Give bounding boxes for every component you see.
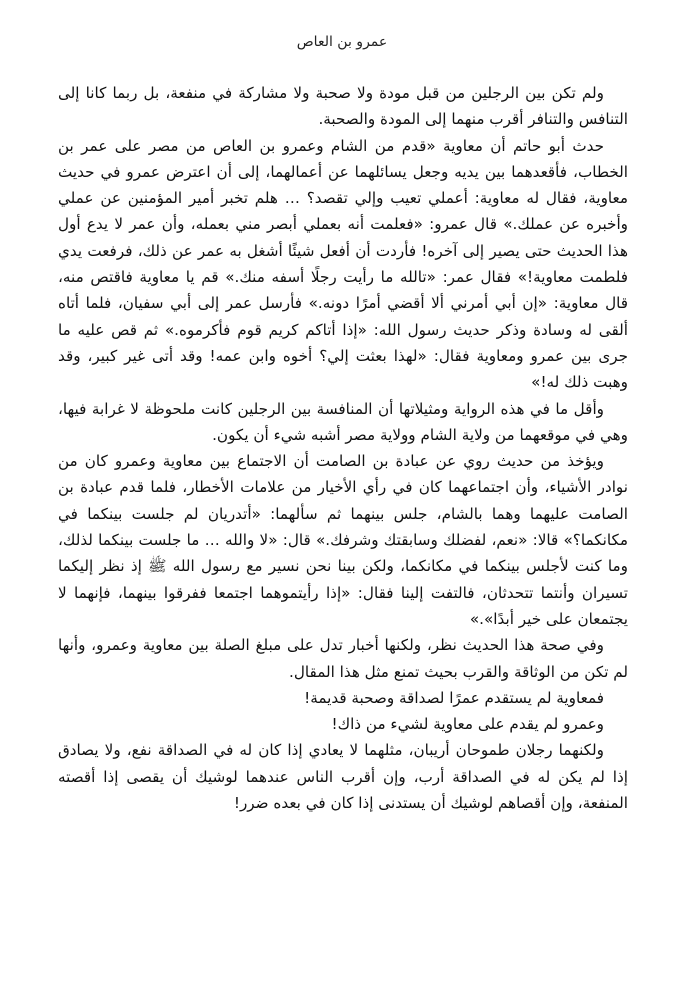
body-text [58,80,628,816]
paragraph-4: ويؤخذ من حديث روي عن عبادة بن الصامت أن الاجتماع بين معاوية وعمرو كان من نوادر الأشياء، وأن اجتماعهما كان في رأي الأخيار من علامات الأخطار، فلما قدم عبادة بن الصامت عليهما وهما بالشام، جلس بينهما ثم سألهما: «أتدريان لم جلست بينكما في مكانكما؟» قالا: «نعم، لفضلك وسابقتك وشرفك.» قال: «لا والله … ما جلست بينكما لذلك، وما كنت لأجلس بينكما في مكانكما، ولكن بينا نحن نسير مع رسول الله ﷺ إذ نظر إليكما تسيران وأنتما تتحدثان، فالتفت إلينا فقال: «إذا رأيتموهما اجتمعا ففرقوا بينهما، فإنهما لا يجتمعان على خير أبدًا».» [58,452,628,628]
paragraph-2: حدث أبو حاتم أن معاوية «قدم من الشام وعمرو بن العاص من مصر على عمر بن الخطاب، فأقعدهما بين يديه وجعل يسائلهما عن أعمالهما، إلى أن اعترض عمرو في حديث معاوية، فقال له معاوية: أعملي تعيب وإلي تقصد؟ … هلم تخبر أمير المؤمنين عن عملي وأخبره عن عملك.» قال عمرو: «فعلمت أنه بعملي أبصر مني بعمله، وأن عمر لا يدع أول هذا الحديث حتى يصير إلى آخره! فأردت أن أفعل شيئًا أشغل به عمر عن ذلك، فرفعت يدي فلطمت معاوية!» فقال عمر: «تالله ما رأيت رجلًا أسفه منك.» قم يا معاوية فاقتص منه، قال معاوية: «إن أبي أمرني ألا أقضي أمرًا دونه.» فأرسل عمر إلى أبي سفيان، فلما أتاه ألقى له وسادة وذكر حديث رسول الله: «إذا أتاكم كريم قوم فأكرموه.» ثم قص عليه ما جرى بين عمرو ومعاوية فقال: «لهذا بعثت إلي؟ أخوه وابن عمه! وقد أتى غير كبير، وقد وهبت ذلك له!» [58,136,628,392]
paragraph-6: فمعاوية لم يستقدم عمرًا لصداقة وصحبة قديمة! [304,688,604,707]
paragraph-5: وفي صحة هذا الحديث نظر، ولكنها أخبار تدل على مبلغ الصلة بين معاوية وعمرو، وأنها لم تكن من الوثاقة والقرب بحيث تمنع مثل هذا المقال. [58,636,628,681]
paragraph-7: وعمرو لم يقدم على معاوية لشيء من ذاك! [331,715,604,734]
paragraph-3: وأقل ما في هذه الرواية ومثيلاتها أن المنافسة بين الرجلين كانت ملحوظة لا غرابة فيها، وهي في موقعهما من ولاية الشام وولاية مصر أشبه شيء أن يكون. [58,399,628,444]
paragraph-8: ولكنهما رجلان طموحان أريبان، مثلهما لا يعادي إذا كان له في الصداقة نفع، ولا يصادق إذا لم يكن له في الصداقة أرب، وإن أقرب الناس عندهما لوشيك أن يقصى إذا أقصته المنفعة، وإن أقصاهم لوشيك أن يستدنى إذا كان في بعده ضرر! [58,741,628,813]
paragraph-1: ولم تكن بين الرجلين من قبل مودة ولا صحبة ولا مشاركة في منفعة، بل ربما كانا إلى التنافس والتنافر أقرب منهما إلى المودة والصحبة. [58,84,628,129]
running-header-title: عمرو بن العاص [296,34,388,50]
